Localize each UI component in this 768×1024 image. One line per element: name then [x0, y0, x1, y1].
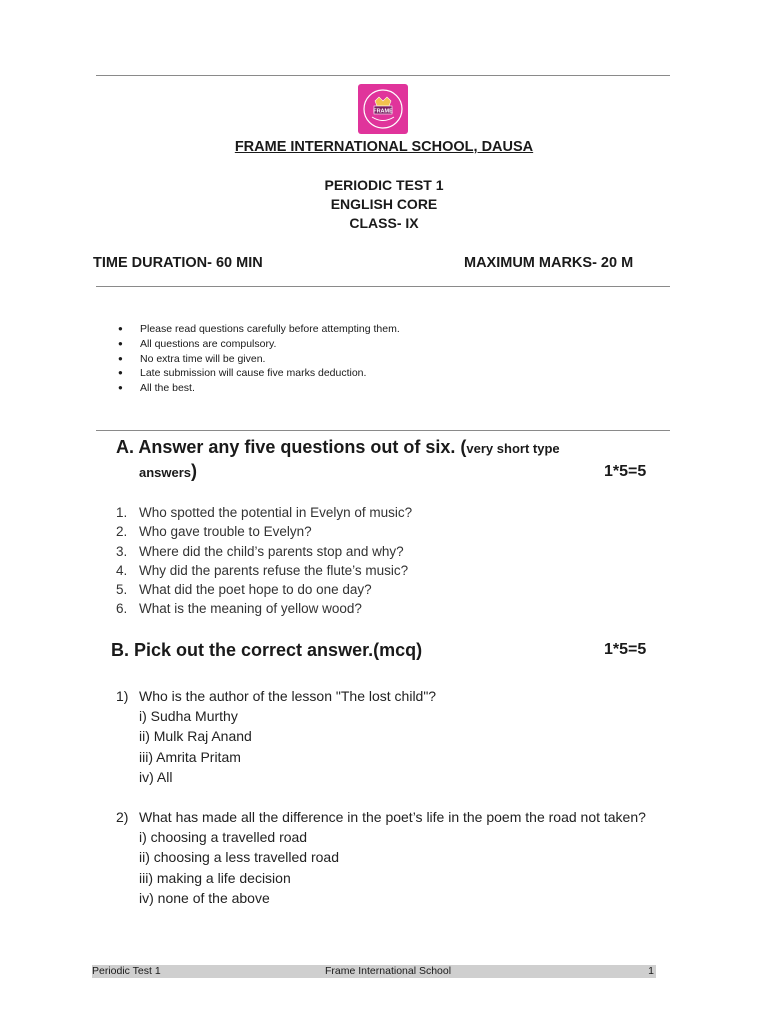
section-a-questions [116, 503, 412, 619]
section-b-marks: 1*5=5 [604, 641, 647, 658]
question-number: 3. [116, 543, 128, 559]
question-text: Where did the child’s parents stop and why? [139, 543, 404, 559]
option-item: ii) Mulk Raj Anand [139, 728, 252, 745]
option-item: iii) Amrita Pritam [139, 748, 241, 765]
question-text: Who spotted the potential in Evelyn of music? [139, 505, 413, 520]
instructions-list [118, 322, 400, 396]
option-item: i) Sudha Murthy [139, 708, 238, 725]
option-item: iii) making a life decision [139, 869, 291, 886]
question-item [116, 580, 412, 599]
instruction-item: ● Late submission will cause five marks deduction. [118, 366, 400, 381]
option-item: iv) none of the above [139, 889, 270, 906]
footer-left: Periodic Test 1 [92, 965, 161, 977]
instruction-item: ● All the best. [118, 381, 400, 396]
section-a-marks: 1*5=5 [604, 463, 647, 480]
school-name: FRAME INTERNATIONAL SCHOOL, DAUSA [234, 139, 534, 155]
question-item [116, 561, 412, 580]
question-number: 4. [116, 562, 128, 578]
option-item: ii) choosing a less travelled road [139, 849, 339, 866]
instructions-rule [96, 430, 670, 431]
question-text: Who gave trouble to Evelyn? [139, 524, 312, 540]
question-number: 6. [116, 601, 128, 617]
question-text: Who is the author of the lesson "The lost child"? [139, 688, 437, 704]
school-logo [358, 84, 408, 134]
section-a-subtitle: very short type [466, 441, 560, 456]
svg-text:FRAME: FRAME [373, 108, 393, 115]
section-a-title [116, 437, 560, 458]
test-name: PERIODIC TEST 1 [324, 177, 444, 193]
option-item: iv) All [139, 768, 173, 785]
header-rule [96, 286, 670, 287]
section-b-title: B. Pick out the correct answer.(mcq) [111, 640, 423, 660]
page-footer [92, 965, 656, 978]
question-item [116, 503, 412, 522]
subject-name: ENGLISH CORE [330, 196, 438, 212]
question-number: 2. [116, 524, 128, 540]
time-duration: TIME DURATION- 60 MIN [93, 255, 263, 271]
question-number: 5. [116, 582, 128, 598]
question-number: 2) [116, 809, 129, 825]
class-name: CLASS- IX [349, 215, 419, 231]
instruction-item: ● Please read questions carefully before attempting them. [118, 322, 400, 337]
question-item [116, 599, 412, 618]
crest-icon [358, 84, 408, 134]
top-rule [96, 75, 670, 76]
question-text: What has made all the difference in the poet’s life in the poem the road not taken? [139, 809, 646, 825]
footer-center: Frame International School [325, 965, 452, 977]
section-a-heading: A. Answer any five questions out of six. ( [116, 437, 467, 457]
question-item [116, 542, 412, 561]
section-a-close-paren: ) [191, 461, 198, 481]
instruction-item: ● All questions are compulsory. [118, 337, 400, 352]
section-a-title-line2 [139, 461, 197, 482]
maximum-marks: MAXIMUM MARKS- 20 M [464, 255, 634, 271]
question-item [116, 522, 412, 541]
question-text: Why did the parents refuse the flute’s music? [139, 562, 409, 578]
page-number: 1 [648, 965, 654, 977]
question-text: What is the meaning of yellow wood? [139, 601, 362, 617]
option-item: i) choosing a travelled road [139, 829, 308, 846]
section-a-subtitle-2: answers [139, 465, 192, 480]
question-number: 1) [116, 688, 129, 704]
question-text: What did the poet hope to do one day? [139, 582, 372, 598]
mcq-question-2 [116, 807, 656, 908]
instruction-item: ● No extra time will be given. [118, 352, 400, 367]
mcq-question-1 [116, 686, 656, 787]
question-number: 1. [116, 505, 128, 520]
